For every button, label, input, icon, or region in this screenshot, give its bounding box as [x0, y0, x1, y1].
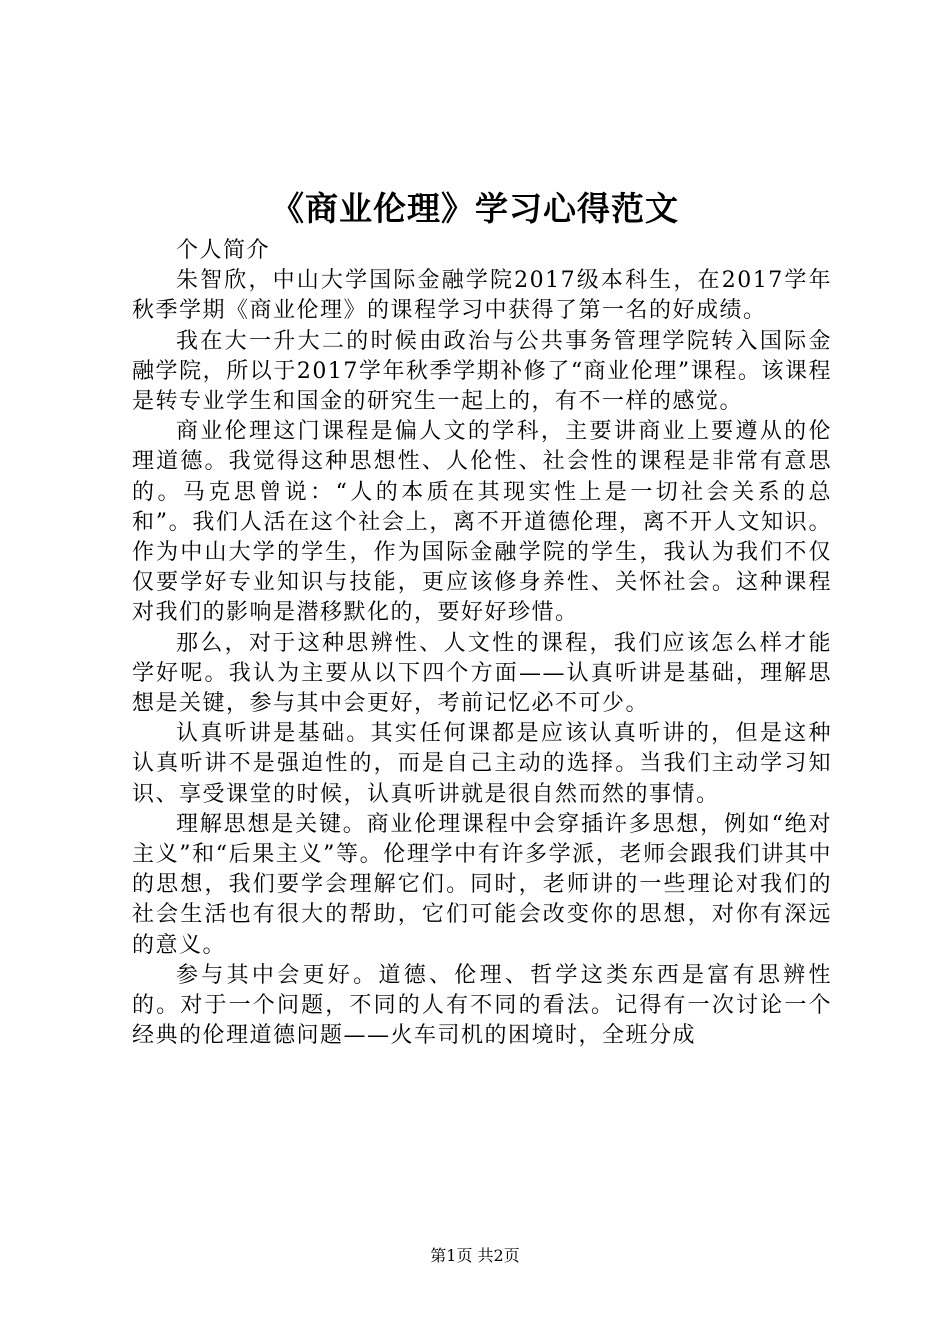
paragraph-background: 我在大一升大二的时候由政治与公共事务管理学院转入国际金融学院，所以于2017学年秋季学期补修了“商业伦理”课程。该课程是转专业学生和国金的研究生一起上的，有不一样的感觉。 [132, 328, 833, 415]
paragraph-course-intro: 商业伦理这门课程是偏人文的学科，主要讲商业上要遵从的伦理道德。我觉得这种思想性、人伦性、社会性的课程是非常有意思的。马克思曾说：“人的本质在其现实性上是一切社会关系的总和”。我们人活在这个社会上，离不开道德伦理，离不开人文知识。作为中山大学的学生，作为国际金融学院的学生，我认为我们不仅仅要学好专业知识与技能，更应该修身养性、关怀社会。这种课程对我们的影响是潜移默化的，要好好珍惜。 [132, 419, 832, 626]
paragraph-four-aspects: 那么，对于这种思辨性、人文性的课程，我们应该怎么样才能学好呢。我认为主要从以下四个方面——认真听讲是基础，理解思想是关键，参与其中会更好，考前记忆必不可少。 [132, 630, 832, 717]
paragraph-participation: 参与其中会更好。道德、伦理、哲学这类东西是富有思辨性的。对于一个问题，不同的人有不同的看法。记得有一次讨论一个经典的伦理道德问题——火车司机的困境时，全班分成 [132, 962, 832, 1049]
paragraph-profile-heading: 个人简介 [176, 238, 271, 263]
document-title: 《商业伦理》学习心得范文 [271, 189, 679, 228]
document-body [132, 236, 832, 1051]
paragraph-listening: 认真听讲是基础。其实任何课都是应该认真听讲的，但是这种认真听讲不是强迫性的，而是自己主动的选择。当我们主动学习知识、享受课堂的时候，认真听讲就是很自然而然的事情。 [132, 721, 832, 807]
paragraph-profile: 朱智欣，中山大学国际金融学院2017级本科生，在2017学年秋季学期《商业伦理》的课程学习中获得了第一名的好成绩。 [132, 268, 832, 324]
paragraph-understanding: 理解思想是关键。商业伦理课程中会穿插许多思想，例如“绝对主义”和“后果主义”等。伦理学中有许多学派，老师会跟我们讲其中的思想，我们要学会理解它们。同时，老师讲的一些理论对我们的社会生活也有很大的帮助，它们可能会改变你的思想，对你有深远的意义。 [132, 811, 832, 958]
page-number-footer: 第1页 共2页 [430, 1246, 520, 1265]
